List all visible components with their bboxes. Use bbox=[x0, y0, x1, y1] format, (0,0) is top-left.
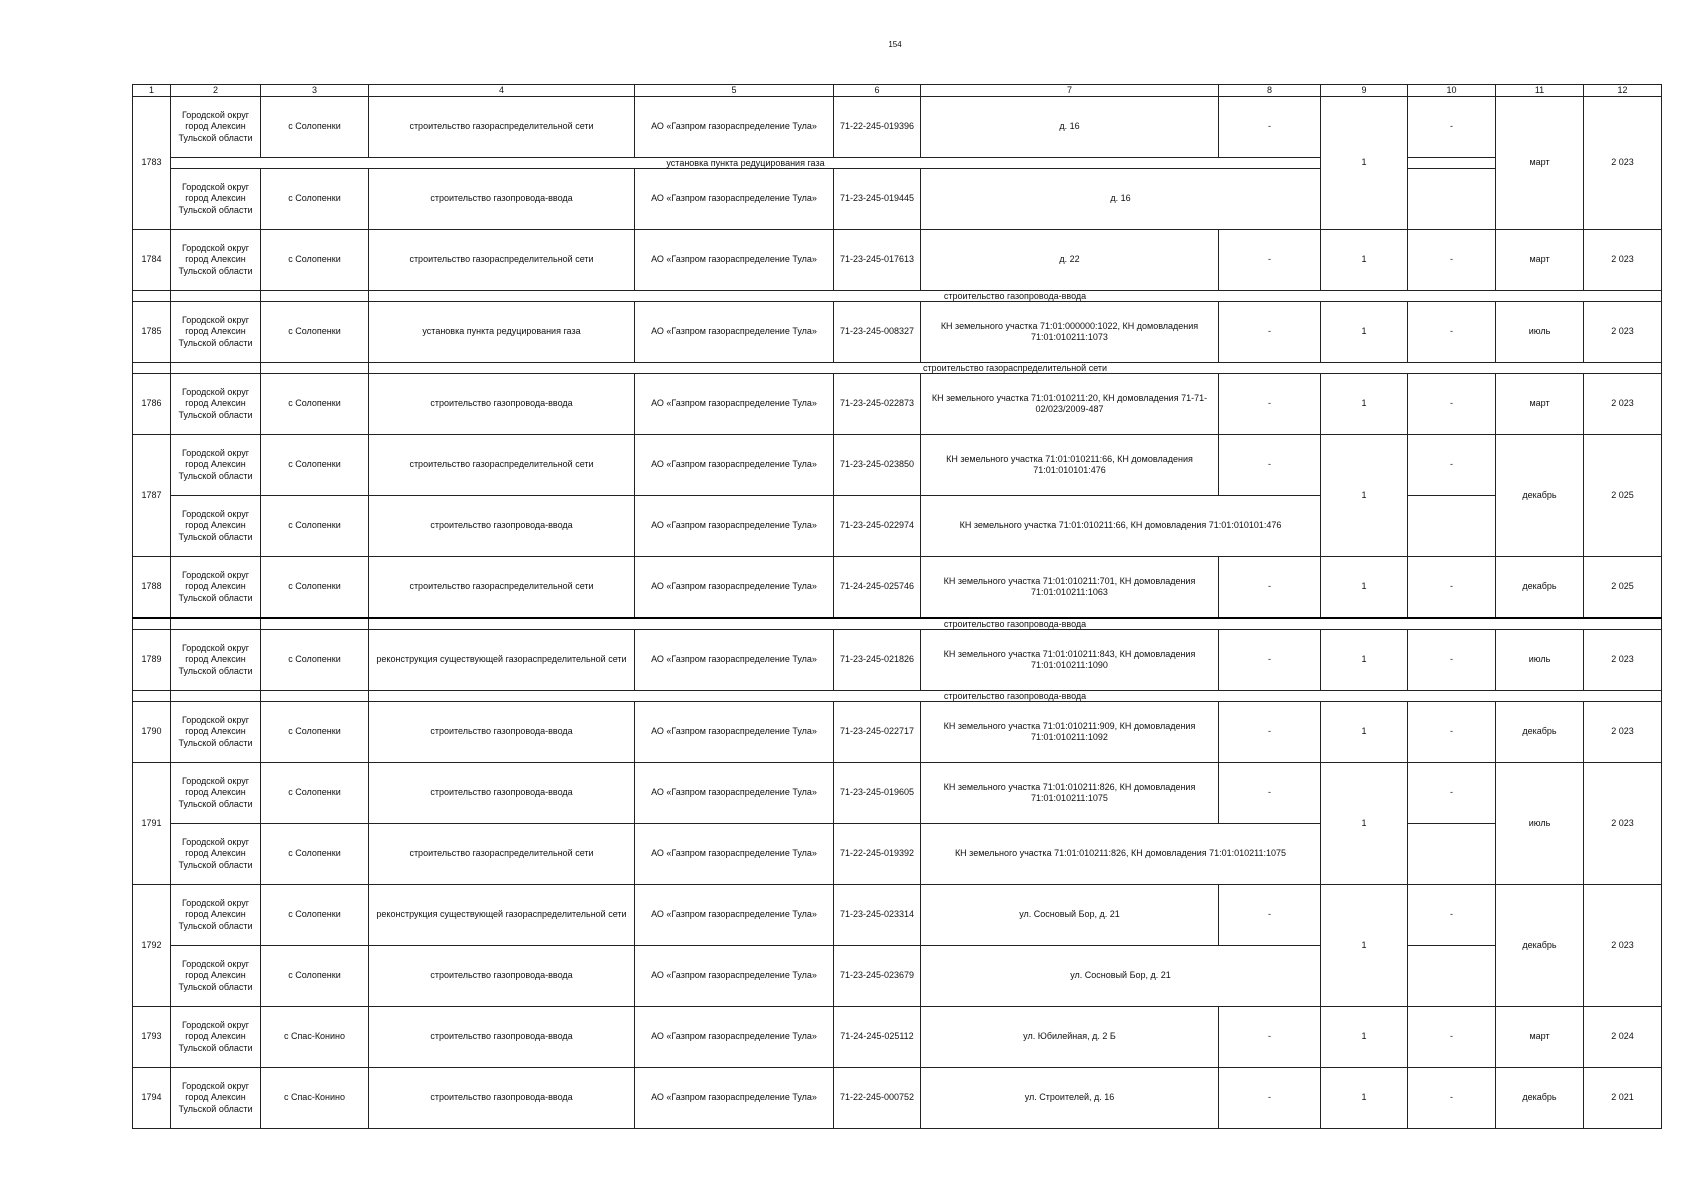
organization-cell: АО «Газпром газораспределение Тула» bbox=[635, 702, 834, 763]
table-row bbox=[133, 1007, 1662, 1068]
row-number: 1786 bbox=[133, 374, 171, 435]
work-type-cell: строительство газопровода-ввода bbox=[369, 946, 635, 1007]
work-subtitle-cell: строительство газопровода-ввода bbox=[369, 291, 1662, 302]
month-cell: декабрь bbox=[1496, 885, 1584, 1007]
row-number: 1792 bbox=[133, 885, 171, 1007]
col10-cell bbox=[1408, 496, 1496, 557]
table-row bbox=[133, 702, 1662, 763]
year-cell: 2 023 bbox=[1584, 702, 1662, 763]
col-header-6: 6 bbox=[834, 85, 921, 97]
settlement-cell: с Солопенки bbox=[261, 885, 369, 946]
work-type-cell: строительство газораспределительной сети bbox=[369, 230, 635, 291]
municipality-cell: Городской округ город Алексин Тульской области bbox=[171, 374, 261, 435]
month-cell: декабрь bbox=[1496, 1068, 1584, 1129]
col8-cell: - bbox=[1219, 374, 1321, 435]
organization-cell: АО «Газпром газораспределение Тула» bbox=[635, 230, 834, 291]
work-type-cell: строительство газопровода-ввода bbox=[369, 1007, 635, 1068]
municipality-cell: Городской округ город Алексин Тульской области bbox=[171, 496, 261, 557]
col8-cell: - bbox=[1219, 97, 1321, 158]
work-type-cell: строительство газораспределительной сети bbox=[369, 824, 635, 885]
year-cell: 2 023 bbox=[1584, 885, 1662, 1007]
table-row bbox=[133, 97, 1662, 158]
year-cell: 2 023 bbox=[1584, 763, 1662, 885]
col8-cell: - bbox=[1219, 630, 1321, 691]
table-subrow bbox=[133, 691, 1662, 702]
table-row bbox=[133, 169, 1662, 230]
quantity-cell: 1 bbox=[1321, 374, 1408, 435]
month-cell: март bbox=[1496, 1007, 1584, 1068]
month-cell: март bbox=[1496, 230, 1584, 291]
work-type-cell: реконструкция существующей газораспределительной сети bbox=[369, 885, 635, 946]
municipality-cell: Городской округ город Алексин Тульской области bbox=[171, 302, 261, 363]
work-subtitle-cell: строительство газопровода-ввода bbox=[369, 618, 1662, 630]
organization-cell: АО «Газпром газораспределение Тула» bbox=[635, 169, 834, 230]
row-number: 1785 bbox=[133, 302, 171, 363]
organization-cell: АО «Газпром газораспределение Тула» bbox=[635, 946, 834, 1007]
settlement-cell: с Солопенки bbox=[261, 230, 369, 291]
municipality-cell: Городской округ город Алексин Тульской области bbox=[171, 763, 261, 824]
work-type-cell: строительство газораспределительной сети bbox=[369, 97, 635, 158]
col10-cell bbox=[1408, 946, 1496, 1007]
application-code-cell: 71-23-245-021826 bbox=[834, 630, 921, 691]
organization-cell: АО «Газпром газораспределение Тула» bbox=[635, 496, 834, 557]
work-type-cell: строительство газопровода-ввода bbox=[369, 169, 635, 230]
settlement-cell: с Солопенки bbox=[261, 763, 369, 824]
row-number: 1793 bbox=[133, 1007, 171, 1068]
municipality-cell: Городской округ город Алексин Тульской области bbox=[171, 946, 261, 1007]
month-cell: июль bbox=[1496, 630, 1584, 691]
col10-cell bbox=[1408, 158, 1496, 169]
quantity-cell: 1 bbox=[1321, 885, 1408, 1007]
organization-cell: АО «Газпром газораспределение Тула» bbox=[635, 1007, 834, 1068]
municipality-cell: Городской округ город Алексин Тульской области bbox=[171, 885, 261, 946]
application-code-cell: 71-22-245-000752 bbox=[834, 1068, 921, 1129]
application-code-cell: 71-23-245-023314 bbox=[834, 885, 921, 946]
address-cell: КН земельного участка 71:01:010211:20, КН домовладения 71-71-02/023/2009-487 bbox=[921, 374, 1219, 435]
organization-cell: АО «Газпром газораспределение Тула» bbox=[635, 302, 834, 363]
work-subtitle-cell: установка пункта редуцирования газа bbox=[171, 158, 1321, 169]
col10-cell: - bbox=[1408, 630, 1496, 691]
col10-cell: - bbox=[1408, 763, 1496, 824]
col-header-2: 2 bbox=[171, 85, 261, 97]
month-cell: март bbox=[1496, 374, 1584, 435]
organization-cell: АО «Газпром газораспределение Тула» bbox=[635, 374, 834, 435]
municipality-cell: Городской округ город Алексин Тульской области bbox=[171, 702, 261, 763]
gas-connection-register-table bbox=[132, 84, 1662, 1129]
month-cell: декабрь bbox=[1496, 435, 1584, 557]
table-row bbox=[133, 946, 1662, 1007]
settlement-cell: с Солопенки bbox=[261, 824, 369, 885]
organization-cell: АО «Газпром газораспределение Тула» bbox=[635, 1068, 834, 1129]
organization-cell: АО «Газпром газораспределение Тула» bbox=[635, 763, 834, 824]
work-subtitle-cell: строительство газопровода-ввода bbox=[369, 691, 1662, 702]
application-code-cell: 71-22-245-019392 bbox=[834, 824, 921, 885]
col10-cell: - bbox=[1408, 1007, 1496, 1068]
application-code-cell: 71-23-245-023850 bbox=[834, 435, 921, 496]
work-type-cell: установка пункта редуцирования газа bbox=[369, 302, 635, 363]
table-row bbox=[133, 302, 1662, 363]
settlement-cell: с Солопенки bbox=[261, 302, 369, 363]
row-number: 1794 bbox=[133, 1068, 171, 1129]
year-cell: 2 023 bbox=[1584, 97, 1662, 230]
table-subrow bbox=[133, 291, 1662, 302]
col10-cell: - bbox=[1408, 302, 1496, 363]
settlement-cell: с Солопенки bbox=[261, 97, 369, 158]
organization-cell: АО «Газпром газораспределение Тула» bbox=[635, 824, 834, 885]
application-code-cell: 71-23-245-008327 bbox=[834, 302, 921, 363]
municipality-cell: Городской округ город Алексин Тульской области bbox=[171, 557, 261, 619]
address-cell: КН земельного участка 71:01:010211:701, КН домовладения 71:01:010211:1063 bbox=[921, 557, 1219, 619]
municipality-cell: Городской округ город Алексин Тульской области bbox=[171, 1068, 261, 1129]
col-header-11: 11 bbox=[1496, 85, 1584, 97]
table-row bbox=[133, 435, 1662, 496]
table-subrow bbox=[133, 158, 1662, 169]
year-cell: 2 025 bbox=[1584, 557, 1662, 619]
table-row bbox=[133, 557, 1662, 619]
municipality-cell: Городской округ город Алексин Тульской области bbox=[171, 1007, 261, 1068]
application-code-cell: 71-22-245-019396 bbox=[834, 97, 921, 158]
address-cell: КН земельного участка 71:01:010211:66, КН домовладения 71:01:010101:476 bbox=[921, 496, 1321, 557]
application-code-cell: 71-23-245-022717 bbox=[834, 702, 921, 763]
quantity-cell: 1 bbox=[1321, 630, 1408, 691]
col-header-8: 8 bbox=[1219, 85, 1321, 97]
application-code-cell: 71-23-245-017613 bbox=[834, 230, 921, 291]
table-subrow bbox=[133, 363, 1662, 374]
table-row bbox=[133, 630, 1662, 691]
quantity-cell: 1 bbox=[1321, 702, 1408, 763]
month-cell: март bbox=[1496, 97, 1584, 230]
col8-cell: - bbox=[1219, 763, 1321, 824]
address-cell: ул. Сосновый Бор, д. 21 bbox=[921, 946, 1321, 1007]
organization-cell: АО «Газпром газораспределение Тула» bbox=[635, 630, 834, 691]
municipality-cell: Городской округ город Алексин Тульской области bbox=[171, 230, 261, 291]
col10-cell: - bbox=[1408, 702, 1496, 763]
application-code-cell: 71-24-245-025746 bbox=[834, 557, 921, 619]
row-number: 1783 bbox=[133, 97, 171, 230]
col-header-12: 12 bbox=[1584, 85, 1662, 97]
col10-cell bbox=[1408, 169, 1496, 230]
col-header-3: 3 bbox=[261, 85, 369, 97]
address-cell: ул. Сосновый Бор, д. 21 bbox=[921, 885, 1219, 946]
col-header-10: 10 bbox=[1408, 85, 1496, 97]
organization-cell: АО «Газпром газораспределение Тула» bbox=[635, 435, 834, 496]
col10-cell: - bbox=[1408, 374, 1496, 435]
quantity-cell: 1 bbox=[1321, 302, 1408, 363]
settlement-cell: с Спас-Конино bbox=[261, 1068, 369, 1129]
row-number: 1790 bbox=[133, 702, 171, 763]
settlement-cell: с Солопенки bbox=[261, 630, 369, 691]
settlement-cell: с Солопенки bbox=[261, 374, 369, 435]
municipality-cell: Городской округ город Алексин Тульской области bbox=[171, 97, 261, 158]
col8-cell: - bbox=[1219, 230, 1321, 291]
settlement-cell: с Солопенки bbox=[261, 169, 369, 230]
table-row bbox=[133, 496, 1662, 557]
organization-cell: АО «Газпром газораспределение Тула» bbox=[635, 885, 834, 946]
col10-cell bbox=[1408, 824, 1496, 885]
col-header-7: 7 bbox=[921, 85, 1219, 97]
work-type-cell: строительство газопровода-ввода bbox=[369, 496, 635, 557]
col8-cell: - bbox=[1219, 702, 1321, 763]
quantity-cell: 1 bbox=[1321, 230, 1408, 291]
table-subrow bbox=[133, 618, 1662, 630]
work-type-cell: строительство газопровода-ввода bbox=[369, 763, 635, 824]
row-number: 1791 bbox=[133, 763, 171, 885]
quantity-cell: 1 bbox=[1321, 763, 1408, 885]
col8-cell: - bbox=[1219, 302, 1321, 363]
application-code-cell: 71-23-245-019605 bbox=[834, 763, 921, 824]
year-cell: 2 025 bbox=[1584, 435, 1662, 557]
month-cell: июль bbox=[1496, 763, 1584, 885]
col10-cell: - bbox=[1408, 435, 1496, 496]
month-cell: июль bbox=[1496, 302, 1584, 363]
col8-cell: - bbox=[1219, 557, 1321, 619]
organization-cell: АО «Газпром газораспределение Тула» bbox=[635, 97, 834, 158]
settlement-cell: с Спас-Конино bbox=[261, 1007, 369, 1068]
year-cell: 2 021 bbox=[1584, 1068, 1662, 1129]
col10-cell: - bbox=[1408, 885, 1496, 946]
municipality-cell: Городской округ город Алексин Тульской области bbox=[171, 435, 261, 496]
col-header-9: 9 bbox=[1321, 85, 1408, 97]
address-cell: КН земельного участка 71:01:010211:826, КН домовладения 71:01:010211:1075 bbox=[921, 824, 1321, 885]
col10-cell: - bbox=[1408, 97, 1496, 158]
application-code-cell: 71-23-245-023679 bbox=[834, 946, 921, 1007]
address-cell: ул. Строителей, д. 16 bbox=[921, 1068, 1219, 1129]
address-cell: КН земельного участка 71:01:010211:66, КН домовладения 71:01:010101:476 bbox=[921, 435, 1219, 496]
year-cell: 2 023 bbox=[1584, 230, 1662, 291]
table-row bbox=[133, 374, 1662, 435]
column-number-row bbox=[133, 85, 1662, 97]
address-cell: КН земельного участка 71:01:010211:909, КН домовладения 71:01:010211:1092 bbox=[921, 702, 1219, 763]
quantity-cell: 1 bbox=[1321, 1007, 1408, 1068]
year-cell: 2 023 bbox=[1584, 302, 1662, 363]
address-cell: д. 22 bbox=[921, 230, 1219, 291]
year-cell: 2 023 bbox=[1584, 374, 1662, 435]
address-cell: д. 16 bbox=[921, 169, 1321, 230]
quantity-cell: 1 bbox=[1321, 435, 1408, 557]
settlement-cell: с Солопенки bbox=[261, 946, 369, 1007]
settlement-cell: с Солопенки bbox=[261, 435, 369, 496]
address-cell: КН земельного участка 71:01:010211:843, КН домовладения 71:01:010211:1090 bbox=[921, 630, 1219, 691]
table-row bbox=[133, 885, 1662, 946]
col8-cell: - bbox=[1219, 1068, 1321, 1129]
work-subtitle-cell: строительство газораспределительной сети bbox=[369, 363, 1662, 374]
month-cell: декабрь bbox=[1496, 702, 1584, 763]
col8-cell: - bbox=[1219, 1007, 1321, 1068]
col8-cell: - bbox=[1219, 435, 1321, 496]
address-cell: КН земельного участка 71:01:000000:1022, КН домовладения 71:01:010211:1073 bbox=[921, 302, 1219, 363]
table-row bbox=[133, 230, 1662, 291]
col-header-1: 1 bbox=[133, 85, 171, 97]
organization-cell: АО «Газпром газораспределение Тула» bbox=[635, 557, 834, 619]
quantity-cell: 1 bbox=[1321, 557, 1408, 619]
page-number: 154 bbox=[888, 40, 902, 49]
row-number: 1784 bbox=[133, 230, 171, 291]
application-code-cell: 71-23-245-022873 bbox=[834, 374, 921, 435]
col10-cell: - bbox=[1408, 557, 1496, 619]
work-type-cell: строительство газопровода-ввода bbox=[369, 702, 635, 763]
table-row bbox=[133, 1068, 1662, 1129]
col-header-4: 4 bbox=[369, 85, 635, 97]
work-type-cell: строительство газораспределительной сети bbox=[369, 557, 635, 619]
row-number: 1789 bbox=[133, 630, 171, 691]
row-number: 1788 bbox=[133, 557, 171, 619]
col8-cell: - bbox=[1219, 885, 1321, 946]
municipality-cell: Городской округ город Алексин Тульской области bbox=[171, 169, 261, 230]
quantity-cell: 1 bbox=[1321, 1068, 1408, 1129]
municipality-cell: Городской округ город Алексин Тульской области bbox=[171, 824, 261, 885]
work-type-cell: строительство газораспределительной сети bbox=[369, 435, 635, 496]
table-row bbox=[133, 824, 1662, 885]
year-cell: 2 023 bbox=[1584, 630, 1662, 691]
application-code-cell: 71-23-245-022974 bbox=[834, 496, 921, 557]
address-cell: КН земельного участка 71:01:010211:826, КН домовладения 71:01:010211:1075 bbox=[921, 763, 1219, 824]
col-header-5: 5 bbox=[635, 85, 834, 97]
application-code-cell: 71-24-245-025112 bbox=[834, 1007, 921, 1068]
work-type-cell: строительство газопровода-ввода bbox=[369, 374, 635, 435]
settlement-cell: с Солопенки bbox=[261, 557, 369, 619]
col10-cell: - bbox=[1408, 1068, 1496, 1129]
row-number: 1787 bbox=[133, 435, 171, 557]
quantity-cell: 1 bbox=[1321, 97, 1408, 230]
work-type-cell: строительство газопровода-ввода bbox=[369, 1068, 635, 1129]
municipality-cell: Городской округ город Алексин Тульской области bbox=[171, 630, 261, 691]
application-code-cell: 71-23-245-019445 bbox=[834, 169, 921, 230]
work-type-cell: реконструкция существующей газораспределительной сети bbox=[369, 630, 635, 691]
col10-cell: - bbox=[1408, 230, 1496, 291]
address-cell: ул. Юбилейная, д. 2 Б bbox=[921, 1007, 1219, 1068]
year-cell: 2 024 bbox=[1584, 1007, 1662, 1068]
address-cell: д. 16 bbox=[921, 97, 1219, 158]
settlement-cell: с Солопенки bbox=[261, 496, 369, 557]
month-cell: декабрь bbox=[1496, 557, 1584, 619]
settlement-cell: с Солопенки bbox=[261, 702, 369, 763]
table-row bbox=[133, 763, 1662, 824]
